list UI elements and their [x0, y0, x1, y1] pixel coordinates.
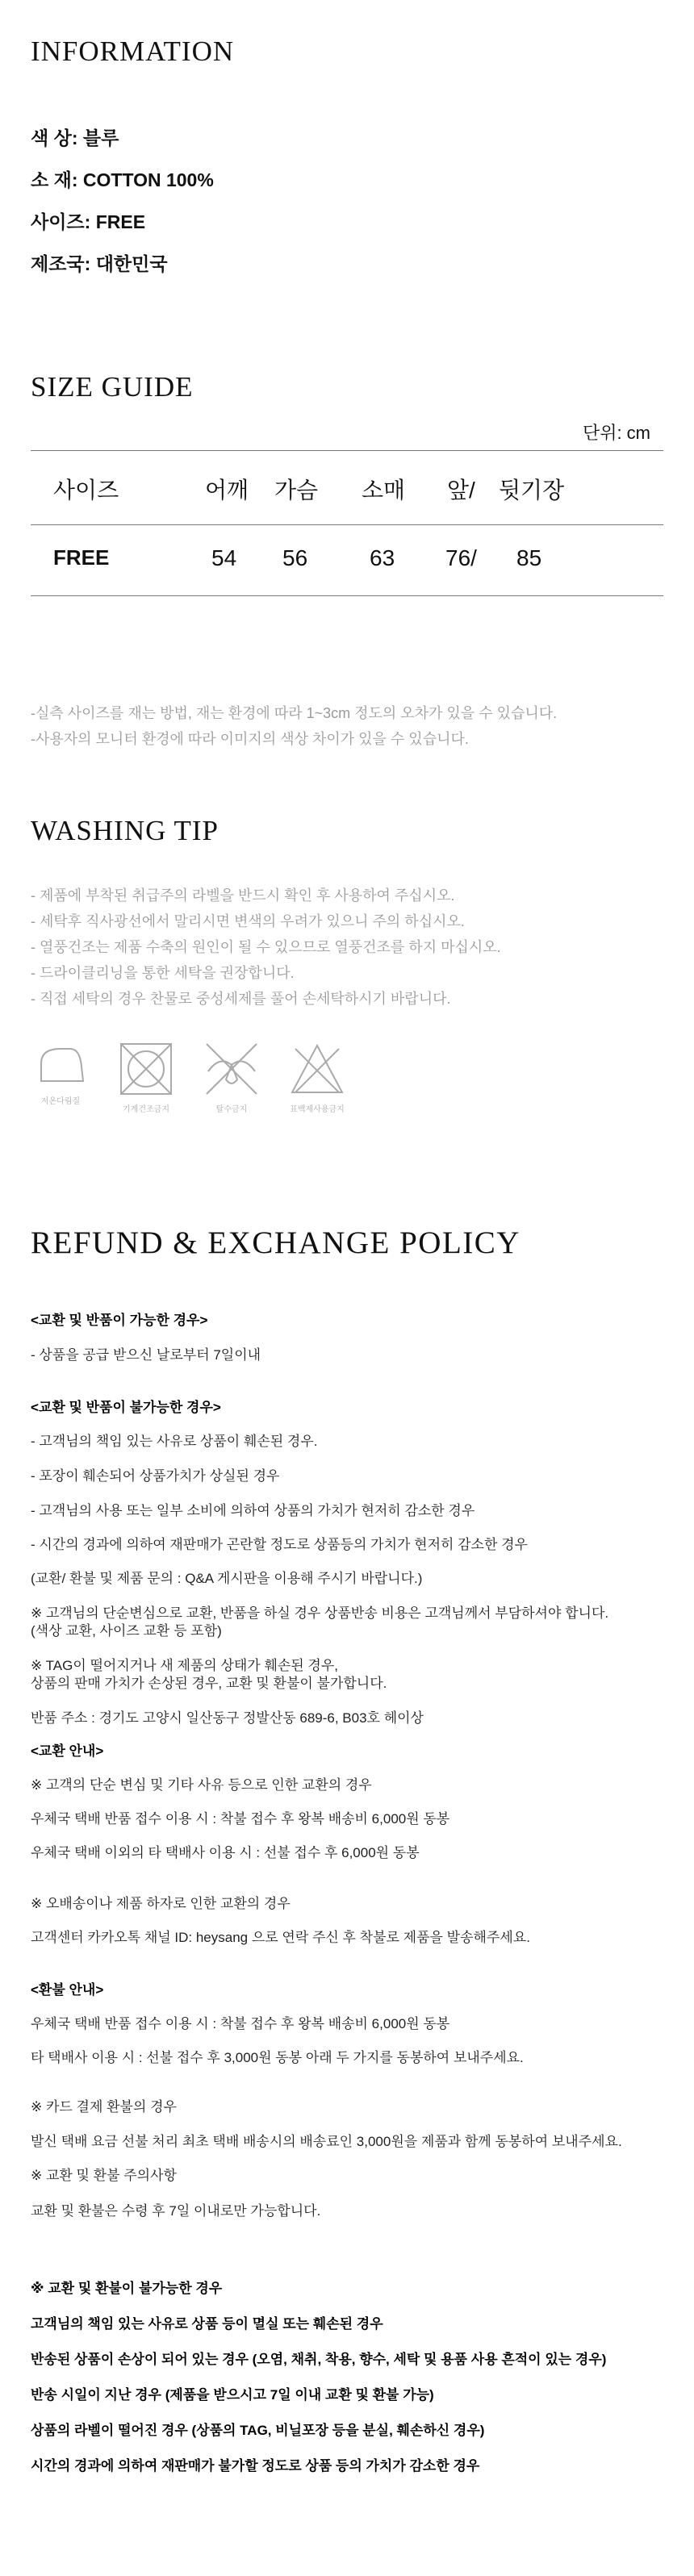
- front-length-value: 76/: [445, 545, 477, 570]
- info-material-row: 소 재: COTTON 100%: [31, 169, 214, 190]
- refund-line: <환불 안내>: [31, 1982, 104, 1998]
- refund-line: ※ 교환 및 환불 주의사항: [31, 2168, 177, 2183]
- refund-line: ※ 교환 및 환불이 불가능한 경우: [31, 2281, 223, 2296]
- refund-line: ※ 고객의 단순 변심 및 기타 사유 등으로 인한 교환의 경우: [31, 1777, 372, 1793]
- refund-line: 고객센터 카카오톡 채널 ID: heysang 으로 연락 주신 후 착불로 제품을 발송해주세요.: [31, 1930, 530, 1945]
- refund-line: <교환 및 반품이 가능한 경우>: [31, 1313, 208, 1328]
- sleeve-header: 소매: [362, 478, 406, 503]
- info-origin-row: 제조국: 대한민국: [31, 253, 168, 274]
- no-bleach-icon: 탈수금지: [187, 1041, 276, 1114]
- shoulder-header: 어깨: [205, 478, 249, 503]
- refund-line: 우체국 택배 이외의 타 택배사 이용 시 : 선불 접수 후 6,000원 동봉: [31, 1845, 420, 1860]
- refund-line: 반송된 상품이 손상이 되어 있는 경우 (오염, 채취, 착용, 향수, 세탁 및 용품 사용 흔적이 있는 경우): [31, 2352, 607, 2367]
- washing-line: - 열풍건조는 제품 수축의 원인이 될 수 있으므로 열풍건조를 하지 마십시오.: [31, 939, 501, 955]
- refund-line: (교환/ 환불 및 제품 문의 : Q&A 게시판을 이용해 주시기 바랍니다.): [31, 1571, 423, 1586]
- table-bottom-rule: [31, 595, 663, 596]
- shoulder-value: 54: [211, 545, 237, 570]
- refund-line: 발신 택배 요금 선불 처리 최초 택배 배송시의 배송료인 3,000원을 제품과 함께 동봉하여 보내주세요.: [31, 2134, 622, 2149]
- info-color-row: 색 상: 블루: [31, 127, 119, 148]
- refund-line: ※ TAG이 떨어지거나 새 제품의 상태가 훼손된 경우,: [31, 1658, 339, 1673]
- refund-line: 상품의 라벨이 떨어진 경우 (상품의 TAG, 비닐포장 등을 분실, 훼손하신 경우): [31, 2423, 485, 2438]
- refund-line: <교환 및 반품이 불가능한 경우>: [31, 1400, 221, 1415]
- washing-line: - 직접 세탁의 경우 찬물로 중성세제를 풀어 손세탁하시기 바랍니다.: [31, 991, 451, 1007]
- size-unit: 단위: cm: [582, 423, 650, 443]
- refund-line: 교환 및 환불은 수령 후 7일 이내로만 가능합니다.: [31, 2203, 321, 2219]
- information-heading: INFORMATION: [31, 35, 235, 67]
- refund-line: 반품 주소 : 경기도 고양시 일산동구 정발산동 689-6, B03호 헤이상: [31, 1710, 424, 1726]
- washing-line: - 세탁후 직사광선에서 말리시면 변색의 우려가 있으니 주의 하십시오.: [31, 913, 465, 929]
- chest-header: 가슴: [274, 478, 319, 503]
- refund-line: <교환 안내>: [31, 1743, 104, 1759]
- table-mid-rule: [31, 524, 663, 525]
- washing-line: - 제품에 부착된 취급주의 라벨을 반드시 확인 후 사용하여 주십시오.: [31, 887, 455, 904]
- refund-line: 우체국 택배 반품 접수 이용 시 : 착불 접수 후 왕복 배송비 6,000원 동봉: [31, 2016, 450, 2031]
- refund-line: 시간의 경과에 의하여 재판매가 불가할 정도로 상품 등의 가치가 감소한 경우: [31, 2458, 480, 2474]
- refund-line: 고객님의 책임 있는 사유로 상품 등이 멸실 또는 훼손된 경우: [31, 2316, 383, 2332]
- no-chlorine-icon: 표백제사용금지: [273, 1041, 362, 1114]
- size-value: FREE: [53, 545, 110, 570]
- refund-line: ※ 오배송이나 제품 하자로 인한 교환의 경우: [31, 1896, 291, 1911]
- back-length-header: 뒷기장: [499, 478, 565, 503]
- washing-tip-heading: WASHING TIP: [31, 815, 219, 846]
- no-tumble-dry-icon: 기계건조금지: [102, 1041, 190, 1114]
- info-size-row: 사이즈: FREE: [31, 211, 146, 232]
- refund-line: (색상 교환, 사이즈 교환 등 포함): [31, 1623, 222, 1639]
- size-note: -실측 사이즈를 재는 방법, 재는 환경에 따라 1~3cm 정도의 오차가 있을 수 있습니다.: [31, 705, 558, 721]
- refund-line: - 고객님의 책임 있는 사유로 상품이 훼손된 경우.: [31, 1434, 318, 1449]
- refund-line: - 시간의 경과에 의하여 재판매가 곤란할 정도로 상품등의 가치가 현저히 감소한 경우: [31, 1537, 528, 1552]
- size-note: -사용자의 모니터 환경에 따라 이미지의 색상 차이가 있을 수 있습니다.: [31, 731, 469, 747]
- size-header: 사이즈: [53, 478, 119, 503]
- refund-line: 타 택배사 이용 시 : 선불 접수 후 3,000원 동봉 아래 두 가지를 동봉하여 보내주세요.: [31, 2050, 524, 2065]
- refund-line: - 포장이 훼손되어 상품가치가 상실된 경우: [31, 1468, 280, 1484]
- sleeve-value: 63: [370, 545, 395, 570]
- refund-line: ※ 고객님의 단순변심으로 교환, 반품을 하실 경우 상품반송 비용은 고객님께서 부담하셔야 합니다.: [31, 1605, 609, 1621]
- refund-line: - 고객님의 사용 또는 일부 소비에 의하여 상품의 가치가 현저히 감소한 경우: [31, 1503, 475, 1518]
- refund-line: ※ 카드 결제 환불의 경우: [31, 2099, 177, 2115]
- front-length-header: 앞/: [447, 478, 475, 503]
- table-top-rule: [31, 450, 663, 451]
- refund-line: 반송 시일이 지난 경우 (제품을 받으시고 7일 이내 교환 및 환불 가능): [31, 2387, 434, 2403]
- refund-line: - 상품을 공급 받으신 날로부터 7일이내: [31, 1347, 261, 1363]
- refund-line: 상품의 판매 가치가 손상된 경우, 교환 및 환불이 불가합니다.: [31, 1676, 387, 1691]
- washing-line: - 드라이클리닝을 통한 세탁을 권장합니다.: [31, 965, 295, 981]
- chest-value: 56: [282, 545, 308, 570]
- iron-icon: 저온다림질: [16, 1041, 105, 1106]
- back-length-value: 85: [516, 545, 542, 570]
- refund-line: 우체국 택배 반품 접수 이용 시 : 착불 접수 후 왕복 배송비 6,000원 동봉: [31, 1811, 450, 1827]
- refund-policy-heading: REFUND & EXCHANGE POLICY: [31, 1225, 520, 1260]
- size-guide-heading: SIZE GUIDE: [31, 371, 194, 403]
